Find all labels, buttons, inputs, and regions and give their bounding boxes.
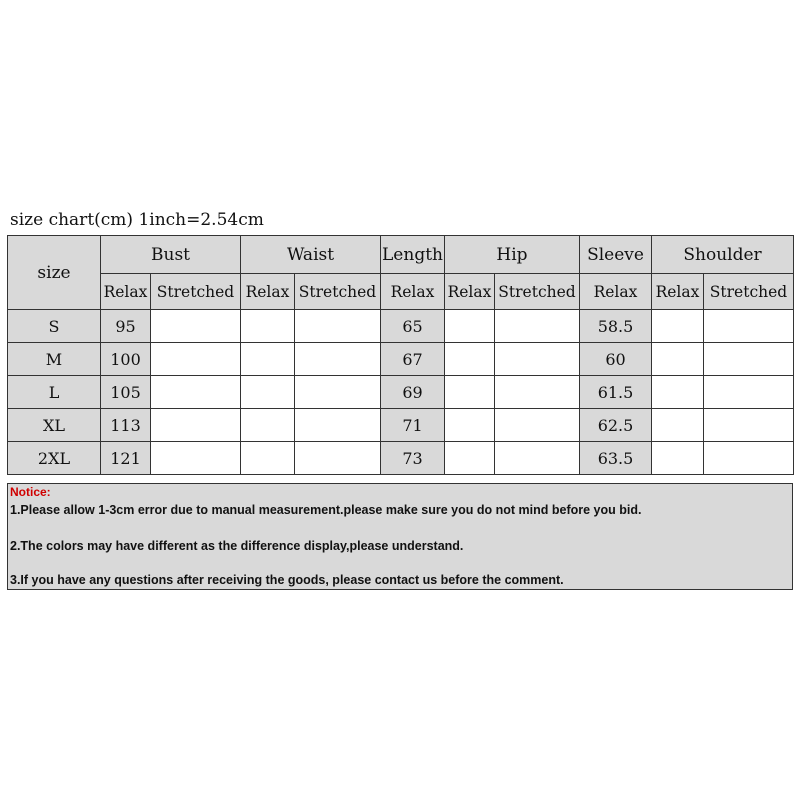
table-row (8, 310, 794, 343)
shoulder-stretched-header: Stretched (704, 274, 794, 310)
size-cell: XL (8, 409, 101, 442)
empty-cell (295, 310, 381, 343)
empty-cell (445, 310, 495, 343)
sleeve-header: Sleeve (580, 236, 652, 274)
length-relax-cell: 65 (381, 310, 445, 343)
chart-caption: size chart(cm) 1inch=2.54cm (10, 210, 264, 230)
table-row (8, 409, 794, 442)
notice-title: Notice: (10, 485, 51, 499)
empty-cell (495, 310, 580, 343)
size-column-header: size (8, 236, 101, 310)
header-row-groups (8, 236, 794, 274)
empty-cell (445, 409, 495, 442)
empty-cell (652, 310, 704, 343)
size-cell: S (8, 310, 101, 343)
bust-relax-cell: 113 (101, 409, 151, 442)
empty-cell (652, 343, 704, 376)
empty-cell (445, 442, 495, 475)
empty-cell (495, 376, 580, 409)
notice-box (7, 483, 793, 590)
empty-cell (495, 442, 580, 475)
size-cell: L (8, 376, 101, 409)
empty-cell (704, 409, 794, 442)
waist-header: Waist (241, 236, 381, 274)
hip-relax-header: Relax (445, 274, 495, 310)
empty-cell (151, 310, 241, 343)
empty-cell (295, 409, 381, 442)
empty-cell (495, 343, 580, 376)
empty-cell (241, 343, 295, 376)
table-row (8, 442, 794, 475)
sleeve-relax-cell: 62.5 (580, 409, 652, 442)
notice-line: 3.If you have any questions after receiving the goods, please contact us before the comment. (10, 573, 564, 587)
size-cell: M (8, 343, 101, 376)
size-cell: 2XL (8, 442, 101, 475)
length-relax-cell: 73 (381, 442, 445, 475)
hip-stretched-header: Stretched (495, 274, 580, 310)
bust-relax-header: Relax (101, 274, 151, 310)
empty-cell (445, 343, 495, 376)
empty-cell (652, 442, 704, 475)
empty-cell (241, 409, 295, 442)
bust-relax-cell: 105 (101, 376, 151, 409)
empty-cell (445, 376, 495, 409)
size-chart-table (7, 235, 794, 475)
length-relax-cell: 67 (381, 343, 445, 376)
empty-cell (652, 376, 704, 409)
waist-relax-header: Relax (241, 274, 295, 310)
empty-cell (704, 343, 794, 376)
empty-cell (241, 442, 295, 475)
table-row (8, 343, 794, 376)
header-row-subcolumns (8, 274, 794, 310)
empty-cell (295, 442, 381, 475)
bust-relax-cell: 121 (101, 442, 151, 475)
sleeve-relax-cell: 63.5 (580, 442, 652, 475)
empty-cell (495, 409, 580, 442)
empty-cell (151, 409, 241, 442)
sleeve-relax-cell: 60 (580, 343, 652, 376)
empty-cell (241, 376, 295, 409)
sleeve-relax-header: Relax (580, 274, 652, 310)
notice-line: 1.Please allow 1-3cm error due to manual measurement.please make sure you do not mind before you bid. (10, 503, 642, 517)
hip-header: Hip (445, 236, 580, 274)
empty-cell (704, 376, 794, 409)
bust-relax-cell: 100 (101, 343, 151, 376)
notice-line: 2.The colors may have different as the difference display,please understand. (10, 539, 464, 553)
waist-stretched-header: Stretched (295, 274, 381, 310)
length-relax-header: Relax (381, 274, 445, 310)
sleeve-relax-cell: 61.5 (580, 376, 652, 409)
bust-header: Bust (101, 236, 241, 274)
bust-stretched-header: Stretched (151, 274, 241, 310)
length-relax-cell: 69 (381, 376, 445, 409)
bust-relax-cell: 95 (101, 310, 151, 343)
empty-cell (151, 376, 241, 409)
empty-cell (652, 409, 704, 442)
empty-cell (151, 343, 241, 376)
empty-cell (704, 310, 794, 343)
empty-cell (704, 442, 794, 475)
shoulder-relax-header: Relax (652, 274, 704, 310)
shoulder-header: Shoulder (652, 236, 794, 274)
table-row (8, 376, 794, 409)
empty-cell (241, 310, 295, 343)
empty-cell (295, 376, 381, 409)
empty-cell (295, 343, 381, 376)
length-header: Length (381, 236, 445, 274)
sleeve-relax-cell: 58.5 (580, 310, 652, 343)
length-relax-cell: 71 (381, 409, 445, 442)
empty-cell (151, 442, 241, 475)
